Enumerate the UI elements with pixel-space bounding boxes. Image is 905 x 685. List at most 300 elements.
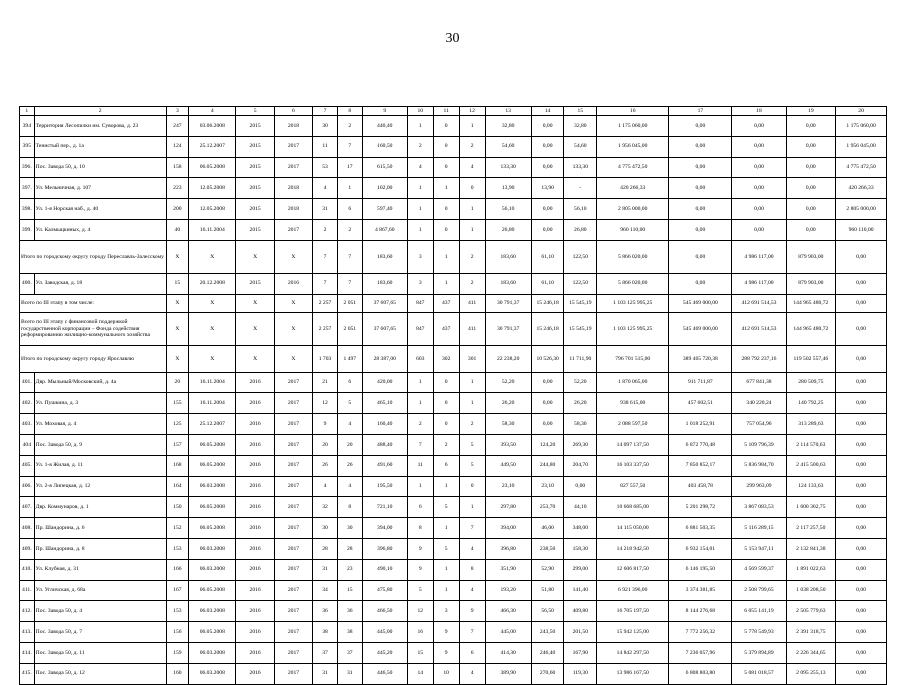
- value-cell: 30: [337, 518, 362, 539]
- value-cell: 8: [459, 559, 485, 580]
- value-cell: 420 266,33: [836, 178, 887, 199]
- value-cell: 5: [337, 393, 362, 414]
- value-cell: 2: [407, 414, 433, 435]
- value-cell: 3 374 381,85: [669, 580, 732, 601]
- value-cell: 183,60: [362, 273, 407, 294]
- value-cell: 721,10: [362, 497, 407, 518]
- value-cell: 16.11.2004: [189, 372, 236, 393]
- value-cell: 12 606 817,50: [597, 559, 669, 580]
- value-cell: 2: [407, 136, 433, 157]
- value-cell: 5 866 020,00: [597, 273, 669, 294]
- value-cell: 7 772 256,32: [669, 622, 732, 643]
- address-cell: Ул. 1-я Жилая, д. 11: [34, 455, 166, 476]
- value-cell: 7 236 057,96: [669, 642, 732, 663]
- value-cell: 0,00: [531, 219, 564, 240]
- value-cell: 11: [313, 136, 338, 157]
- value-cell: 12.05.2008: [189, 199, 236, 220]
- row-number-cell: 410.: [20, 559, 35, 580]
- value-cell: 13,90: [485, 178, 531, 199]
- column-number-cell: 16: [597, 107, 669, 116]
- value-cell: 56,50: [531, 601, 564, 622]
- value-cell: 269,30: [564, 434, 597, 455]
- table-row: [20, 538, 887, 559]
- value-cell: 183,60: [485, 273, 531, 294]
- value-cell: 411: [459, 294, 485, 312]
- value-cell: 156: [166, 622, 189, 643]
- table-header-row: [20, 107, 887, 116]
- address-cell: Двр. Коммунаров, д. 1: [34, 497, 166, 518]
- value-cell: 0,00: [732, 219, 786, 240]
- value-cell: 124,20: [531, 434, 564, 455]
- value-cell: 270,60: [531, 663, 564, 684]
- value-cell: 7: [337, 273, 362, 294]
- row-number-cell: 395: [20, 136, 35, 157]
- value-cell: 396,80: [362, 538, 407, 559]
- value-cell: 7: [459, 622, 485, 643]
- column-number-cell: 18: [732, 107, 786, 116]
- value-cell: 302: [433, 345, 459, 372]
- value-cell: 03.06.2008: [189, 116, 236, 137]
- value-cell: 26: [313, 455, 338, 476]
- table-row: [20, 414, 887, 435]
- value-cell: 53: [313, 157, 338, 178]
- value-cell: 2016: [236, 434, 274, 455]
- value-cell: 0: [459, 476, 485, 497]
- value-cell: 144 965 480,72: [786, 312, 836, 345]
- value-cell: 37: [313, 642, 338, 663]
- row-number-cell: 412.: [20, 601, 35, 622]
- value-cell: 1: [433, 178, 459, 199]
- column-number-cell: 12: [459, 107, 485, 116]
- value-cell: 2: [459, 240, 485, 273]
- value-cell: 3: [433, 601, 459, 622]
- value-cell: 597,40: [362, 199, 407, 220]
- value-cell: X: [274, 312, 312, 345]
- column-number-cell: 1: [20, 107, 35, 116]
- value-cell: 06.05.2008: [189, 455, 236, 476]
- value-cell: 38: [313, 622, 338, 643]
- value-cell: 25.12.2007: [189, 136, 236, 157]
- value-cell: 15 545,19: [564, 294, 597, 312]
- value-cell: 4 775 472,50: [597, 157, 669, 178]
- page-number: 30: [445, 31, 460, 46]
- value-cell: 31: [337, 663, 362, 684]
- value-cell: 409,80: [564, 601, 597, 622]
- value-cell: 1 497: [337, 345, 362, 372]
- value-cell: 7: [337, 136, 362, 157]
- value-cell: X: [274, 294, 312, 312]
- value-cell: 06.05.2008: [189, 580, 236, 601]
- value-cell: 2018: [274, 178, 312, 199]
- value-cell: 5: [407, 580, 433, 601]
- column-number-cell: 17: [669, 107, 732, 116]
- summary-row: [20, 312, 887, 345]
- value-cell: 0,00: [669, 116, 732, 137]
- value-cell: 166: [166, 559, 189, 580]
- value-cell: 0,00: [531, 116, 564, 137]
- value-cell: 23,10: [531, 476, 564, 497]
- column-number-cell: 8: [337, 107, 362, 116]
- value-cell: 54,60: [564, 136, 597, 157]
- value-cell: 0,00: [669, 136, 732, 157]
- value-cell: 9: [313, 414, 338, 435]
- value-cell: 2: [459, 414, 485, 435]
- value-cell: 0,00: [836, 663, 887, 684]
- value-cell: 0,00: [836, 559, 887, 580]
- value-cell: 13,90: [531, 178, 564, 199]
- value-cell: 2017: [274, 559, 312, 580]
- value-cell: 2016: [236, 663, 274, 684]
- value-cell: 0: [433, 157, 459, 178]
- value-cell: 119 502 557,46: [786, 345, 836, 372]
- value-cell: 1: [459, 393, 485, 414]
- value-cell: 06.03.2008: [189, 559, 236, 580]
- value-cell: 1: [337, 178, 362, 199]
- value-cell: 6: [337, 199, 362, 220]
- value-cell: 0,00: [836, 518, 887, 539]
- address-cell: Ул. 1-я Норская наб., д. 40: [34, 199, 166, 220]
- table-row: [20, 178, 887, 199]
- value-cell: 2016: [236, 622, 274, 643]
- value-cell: 1 870 065,00: [597, 372, 669, 393]
- value-cell: 38: [337, 622, 362, 643]
- value-cell: 2017: [274, 601, 312, 622]
- value-cell: 30 791,37: [485, 294, 531, 312]
- value-cell: 183,60: [362, 240, 407, 273]
- value-cell: X: [189, 294, 236, 312]
- summary-label-cell: Всего по III этапу в том числе:: [20, 294, 167, 312]
- table-row: [20, 518, 887, 539]
- value-cell: 58,30: [485, 414, 531, 435]
- value-cell: 61,10: [531, 273, 564, 294]
- value-cell: 0,00: [732, 199, 786, 220]
- value-cell: 124 133,63: [786, 476, 836, 497]
- value-cell: 5 153 947,11: [732, 538, 786, 559]
- value-cell: 06.03.2008: [189, 538, 236, 559]
- value-cell: 5 116 289,15: [732, 518, 786, 539]
- address-cell: Пос. Завода 50, д. 10: [34, 157, 166, 178]
- value-cell: 1: [433, 240, 459, 273]
- value-cell: 32,80: [485, 116, 531, 137]
- value-cell: 1 175 060,00: [836, 116, 887, 137]
- value-cell: 2 051: [337, 294, 362, 312]
- value-cell: 17: [337, 157, 362, 178]
- value-cell: 56,10: [564, 199, 597, 220]
- value-cell: 10 526,30: [531, 345, 564, 372]
- value-cell: 299,00: [564, 559, 597, 580]
- value-cell: 32,80: [564, 116, 597, 137]
- value-cell: 4: [459, 580, 485, 601]
- value-cell: 2018: [274, 199, 312, 220]
- value-cell: 2016: [236, 476, 274, 497]
- value-cell: 5 201 298,72: [669, 497, 732, 518]
- value-cell: 2 051: [337, 312, 362, 345]
- table-row: [20, 580, 887, 601]
- value-cell: 125: [166, 414, 189, 435]
- column-number-cell: 14: [531, 107, 564, 116]
- value-cell: 0,00: [836, 538, 887, 559]
- value-cell: 4: [459, 157, 485, 178]
- value-cell: 06.03.2008: [189, 642, 236, 663]
- value-cell: X: [274, 345, 312, 372]
- value-cell: 51,80: [531, 580, 564, 601]
- value-cell: 2 391 318,75: [786, 622, 836, 643]
- value-cell: 6 881 503,35: [669, 518, 732, 539]
- value-cell: 16 103 337,50: [597, 455, 669, 476]
- value-cell: 5: [459, 455, 485, 476]
- value-cell: 2016: [236, 642, 274, 663]
- value-cell: 2016: [236, 372, 274, 393]
- value-cell: 0,00: [836, 240, 887, 273]
- value-cell: 195,50: [362, 476, 407, 497]
- value-cell: 0,00: [836, 273, 887, 294]
- value-cell: X: [189, 345, 236, 372]
- value-cell: 8 144 276,68: [669, 601, 732, 622]
- row-number-cell: 413.: [20, 622, 35, 643]
- value-cell: 2017: [274, 538, 312, 559]
- value-cell: 393,50: [485, 434, 531, 455]
- value-cell: 201,50: [564, 622, 597, 643]
- column-number-cell: 9: [362, 107, 407, 116]
- value-cell: 2017: [274, 372, 312, 393]
- value-cell: 938 615,00: [597, 393, 669, 414]
- value-cell: 2: [313, 219, 338, 240]
- value-cell: 545 469 000,00: [669, 294, 732, 312]
- value-cell: 223: [166, 178, 189, 199]
- value-cell: 0,00: [836, 372, 887, 393]
- value-cell: 394,00: [362, 518, 407, 539]
- value-cell: 1: [433, 476, 459, 497]
- value-cell: 2017: [274, 414, 312, 435]
- value-cell: 26,20: [564, 393, 597, 414]
- row-number-cell: 404: [20, 434, 35, 455]
- value-cell: 1: [433, 580, 459, 601]
- summary-row: [20, 294, 887, 312]
- address-cell: Ул. Моховая, д. 4: [34, 414, 166, 435]
- value-cell: 0: [433, 372, 459, 393]
- value-cell: 141,40: [564, 580, 597, 601]
- value-cell: 796 701 515,00: [597, 345, 669, 372]
- value-cell: 3: [407, 240, 433, 273]
- value-cell: 3 867 083,53: [732, 497, 786, 518]
- value-cell: 153: [166, 601, 189, 622]
- value-cell: 1: [407, 116, 433, 137]
- value-cell: X: [236, 294, 274, 312]
- value-cell: 449,50: [485, 455, 531, 476]
- column-number-cell: 13: [485, 107, 531, 116]
- value-cell: 26,20: [485, 393, 531, 414]
- value-cell: 2017: [274, 434, 312, 455]
- value-cell: 2017: [274, 455, 312, 476]
- value-cell: 491,60: [362, 455, 407, 476]
- value-cell: 167: [166, 580, 189, 601]
- value-cell: 26,80: [485, 219, 531, 240]
- value-cell: 440,40: [362, 116, 407, 137]
- value-cell: 26,80: [564, 219, 597, 240]
- value-cell: 06.05.2008: [189, 497, 236, 518]
- value-cell: 412 691 514,53: [732, 312, 786, 345]
- value-cell: 14 218 942,50: [597, 538, 669, 559]
- value-cell: 160: [166, 663, 189, 684]
- value-cell: 2017: [274, 518, 312, 539]
- value-cell: 911 711,87: [669, 372, 732, 393]
- value-cell: 160,40: [362, 414, 407, 435]
- value-cell: 14 115 050,00: [597, 518, 669, 539]
- value-cell: 21: [313, 372, 338, 393]
- value-cell: 2 257: [313, 294, 338, 312]
- table-row: [20, 393, 887, 414]
- value-cell: 2017: [274, 663, 312, 684]
- value-cell: 1 956 045,00: [597, 136, 669, 157]
- value-cell: 0,00: [564, 476, 597, 497]
- value-cell: 2 505 779,63: [786, 601, 836, 622]
- value-cell: 411: [459, 312, 485, 345]
- value-cell: 1: [407, 393, 433, 414]
- value-cell: 0,00: [531, 393, 564, 414]
- summary-label-cell: Итого по городскому округу городу Ярославлю: [20, 345, 167, 372]
- value-cell: 12.05.2008: [189, 178, 236, 199]
- value-cell: 394,00: [485, 518, 531, 539]
- value-cell: 1: [407, 476, 433, 497]
- table-row: [20, 273, 887, 294]
- value-cell: 26: [337, 455, 362, 476]
- value-cell: 31: [313, 663, 338, 684]
- value-cell: 0: [433, 116, 459, 137]
- value-cell: X: [189, 312, 236, 345]
- value-cell: 2015: [236, 136, 274, 157]
- value-cell: 2 415 500,63: [786, 455, 836, 476]
- value-cell: 1: [459, 497, 485, 518]
- value-cell: 6 808 803,80: [669, 663, 732, 684]
- value-cell: 13 986 167,50: [597, 663, 669, 684]
- table-row: [20, 622, 887, 643]
- value-cell: 7: [337, 240, 362, 273]
- value-cell: 4 986 117,00: [732, 273, 786, 294]
- value-cell: 06.05.2008: [189, 157, 236, 178]
- value-cell: 0: [433, 414, 459, 435]
- value-cell: 0,00: [786, 219, 836, 240]
- value-cell: 412 691 514,53: [732, 294, 786, 312]
- value-cell: 5: [433, 497, 459, 518]
- value-cell: 15: [337, 580, 362, 601]
- value-cell: X: [166, 345, 189, 372]
- value-cell: 1: [459, 199, 485, 220]
- value-cell: 243,50: [531, 622, 564, 643]
- value-cell: 20: [166, 372, 189, 393]
- value-cell: 2015: [236, 199, 274, 220]
- value-cell: 5 836 984,70: [732, 455, 786, 476]
- value-cell: 144 965 480,72: [786, 294, 836, 312]
- value-cell: 297,80: [485, 497, 531, 518]
- value-cell: 1 891 022,63: [786, 559, 836, 580]
- value-cell: 158: [166, 157, 189, 178]
- value-cell: 204,70: [564, 455, 597, 476]
- row-number-cell: 400.: [20, 273, 35, 294]
- value-cell: 615,50: [362, 157, 407, 178]
- value-cell: 200: [166, 199, 189, 220]
- value-cell: 140 792,25: [786, 393, 836, 414]
- address-cell: Тенистый пер., д. 1а: [34, 136, 166, 157]
- value-cell: 11: [407, 455, 433, 476]
- value-cell: 1: [433, 273, 459, 294]
- address-cell: Пос. Завода 50, д. 7: [34, 622, 166, 643]
- value-cell: 11 711,90: [564, 345, 597, 372]
- value-cell: 37: [337, 642, 362, 663]
- value-cell: 488,40: [362, 434, 407, 455]
- value-cell: 3: [407, 273, 433, 294]
- value-cell: 2 132 841,38: [786, 538, 836, 559]
- value-cell: 420 266,33: [597, 178, 669, 199]
- value-cell: 06.03.2008: [189, 601, 236, 622]
- value-cell: 6 932 154,01: [669, 538, 732, 559]
- address-cell: Ул. 2-я Липецкая, д. 12: [34, 476, 166, 497]
- value-cell: 1 703: [313, 345, 338, 372]
- address-cell: Пос. Завода 50, д. 9: [34, 434, 166, 455]
- value-cell: 25.12.2007: [189, 414, 236, 435]
- value-cell: 1 038 208,50: [786, 580, 836, 601]
- value-cell: 437: [433, 312, 459, 345]
- table-row: [20, 219, 887, 240]
- value-cell: 2: [459, 273, 485, 294]
- row-number-cell: 411.: [20, 580, 35, 601]
- value-cell: 2017: [274, 497, 312, 518]
- value-cell: 0,00: [836, 455, 887, 476]
- housing-program-table-container: [19, 106, 887, 685]
- value-cell: 15 545,19: [564, 312, 597, 345]
- value-cell: 15: [166, 273, 189, 294]
- value-cell: 102,00: [362, 178, 407, 199]
- value-cell: 2 226 344,65: [786, 642, 836, 663]
- value-cell: 5 081 018,57: [732, 663, 786, 684]
- table-body: [20, 107, 887, 685]
- value-cell: 28: [337, 538, 362, 559]
- value-cell: 6 146 195,50: [669, 559, 732, 580]
- value-cell: 0,00: [836, 345, 887, 372]
- value-cell: 340 220,24: [732, 393, 786, 414]
- address-cell: Пр. Шандорина, д. 8: [34, 538, 166, 559]
- value-cell: 603: [407, 345, 433, 372]
- value-cell: 1 103 125 995,25: [597, 294, 669, 312]
- column-number-cell: 20: [836, 107, 887, 116]
- address-cell: Пос. Завода 50, д. 11: [34, 642, 166, 663]
- value-cell: 16.11.2004: [189, 393, 236, 414]
- value-cell: 32: [313, 497, 338, 518]
- value-cell: 0,00: [836, 601, 887, 622]
- value-cell: 445,00: [485, 622, 531, 643]
- value-cell: 1: [407, 199, 433, 220]
- row-number-cell: 405.: [20, 455, 35, 476]
- column-number-cell: 2: [34, 107, 166, 116]
- value-cell: 34: [313, 580, 338, 601]
- value-cell: 1 600 302,75: [786, 497, 836, 518]
- value-cell: 0,00: [786, 136, 836, 157]
- value-cell: 15: [407, 642, 433, 663]
- value-cell: 1: [433, 518, 459, 539]
- value-cell: 2017: [274, 476, 312, 497]
- value-cell: 2 117 257,50: [786, 518, 836, 539]
- table-row: [20, 199, 887, 220]
- value-cell: 9: [459, 601, 485, 622]
- value-cell: 244,80: [531, 455, 564, 476]
- value-cell: 545 469 000,00: [669, 312, 732, 345]
- value-cell: 6: [407, 497, 433, 518]
- value-cell: 4: [313, 476, 338, 497]
- value-cell: X: [166, 294, 189, 312]
- value-cell: 52,20: [485, 372, 531, 393]
- value-cell: X: [166, 240, 189, 273]
- value-cell: 133,30: [564, 157, 597, 178]
- value-cell: 2017: [274, 622, 312, 643]
